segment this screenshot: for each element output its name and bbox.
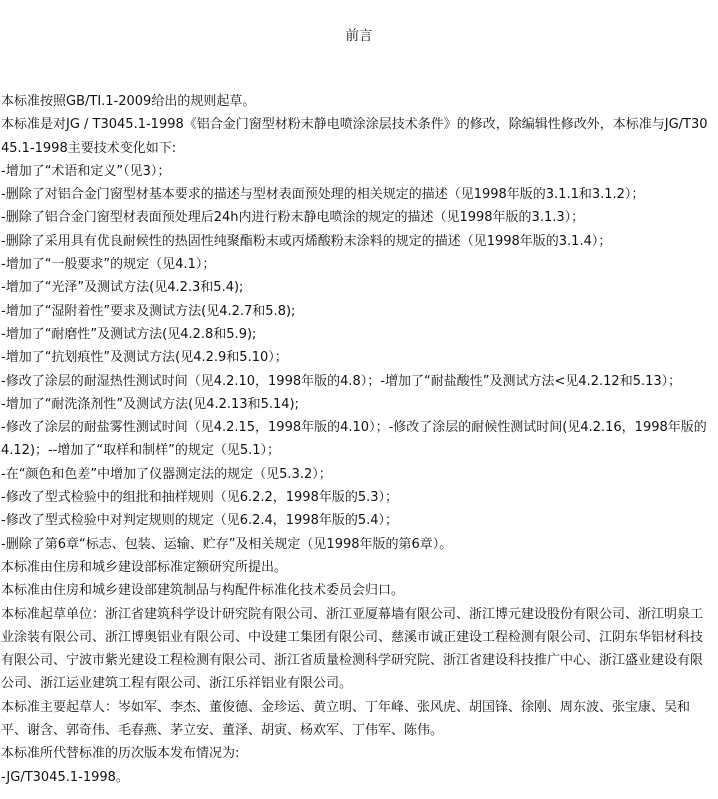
- paragraph-line: 本标准由住房和城乡建设部标准定额研究所提出。: [1, 559, 288, 575]
- paragraph-line: -增加了“光泽”及测试方法(见4.2.3和5.4);: [1, 280, 244, 296]
- paragraph-line: 本标准所代替标准的历次版本发布情况为:: [1, 746, 240, 762]
- paragraph-line: 本标准按照GB/TI.1-2009给出的规则起草。: [1, 94, 256, 109]
- paragraph-line: -增加了“耐磨性”及测试方法(见4.2.8和5.9);: [1, 326, 257, 342]
- document-body: [1, 90, 714, 789]
- paragraph-line: -增加了“湿附着性”要求及测试方法(见4.2.7和5.8);: [1, 303, 296, 319]
- paragraph-line: -删除了第6章“标志、包装、运输、贮存”及相关规定（见1998年版的第6章）。: [1, 536, 453, 552]
- document-title: 前言: [345, 28, 373, 44]
- paragraph-line: -JG/T3045.1-1998。: [1, 769, 129, 785]
- paragraph-line: 本标准起草单位：浙江省建筑科学设计研究院有限公司、浙江亚厦幕墙有限公司、浙江博元建设股份有限公司、浙江明泉工业涂装有限公司、浙江博奥铝业有限公司、中设建工集团有限公司、慈溪市诚正建设工程检测有限公司、江阴东华铝材科技有限公司、宁波市紫光建设工程检测有限公司、浙江省质量检测科学研究院、浙江省建设科技推广中心、浙江盛业建设有限公司、浙江运业建筑工程有限公司、浙江乐祥铝业有限公司。: [1, 606, 704, 692]
- paragraph-line: -删除了对铝合金门窗型材基本要求的描述与型材表面预处理的相关规定的描述（见1998年版的3.1.1和3.1.2）；: [1, 187, 645, 203]
- paragraph-line: -修改了涂层的耐盐雾性测试时间（见4.2.15，1998年版的4.10）；-修改了涂层的耐候性测试时间(见4.2.16，1998年版的4.12)；--增加了“取样和制样”的规定（见5.1）；: [1, 420, 707, 459]
- paragraph-line: -删除了铝合金门窗型材表面预处理后24h内进行粉末静电喷涂的规定的描述（见1998年版的3.1.3）；: [1, 210, 585, 226]
- paragraph-line: -增加了“一般要求”的规定（见4.1）；: [1, 257, 216, 273]
- paragraph-line: -修改了型式检验中的组批和抽样规则（见6.2.2，1998年版的5.3）；: [1, 490, 399, 506]
- paragraph-line: -在“颜色和色差”中增加了仪器测定法的规定（见5.3.2）；: [1, 466, 332, 482]
- paragraph-line: -增加了“术语和定义”（见3）；: [1, 163, 171, 179]
- paragraph-line: -修改了涂层的耐湿热性测试时间（见4.2.10，1998年版的4.8）；-增加了“耐盐酸性”及测试方法<见4.2.12和5.13）；: [1, 373, 682, 389]
- paragraph-line: -修改了型式检验中对判定规则的规定（见6.2.4，1998年版的5.4）；: [1, 513, 399, 529]
- paragraph-line: 本标准是对JG / T3045.1-1998《铝合金门窗型材粉末静电喷涂涂层技术条件》的修改，除编辑性修改外，本标准与JG/T3045.1-1998主要技术变化如下:: [1, 117, 708, 156]
- paragraph-line: -删除了采用具有优良耐候性的热固性纯聚酯粉末或丙烯酸粉末涂料的规定的描述（见1998年版的3.1.4）；: [1, 233, 612, 249]
- paragraph-line: 本标准由住房和城乡建设部建筑制品与构配件标准化技术委员会归口。: [1, 583, 405, 599]
- paragraph-line: -增加了“抗划痕性”及测试方法(见4.2.9和5.10）；: [1, 350, 288, 366]
- paragraph-line: -增加了“耐洗涤剂性”及测试方法(见4.2.13和5.14);: [1, 396, 299, 412]
- paragraph-line: 本标准主要起草人：岑如军、李杰、董俊德、金珍运、黄立明、丁年峰、张风虎、胡国锋、徐刚、周东波、张宝康、吴和平、谢含、郭奇伟、毛春燕、茅立安、董泽、胡寅、杨欢军、丁伟军、陈伟。: [1, 699, 691, 739]
